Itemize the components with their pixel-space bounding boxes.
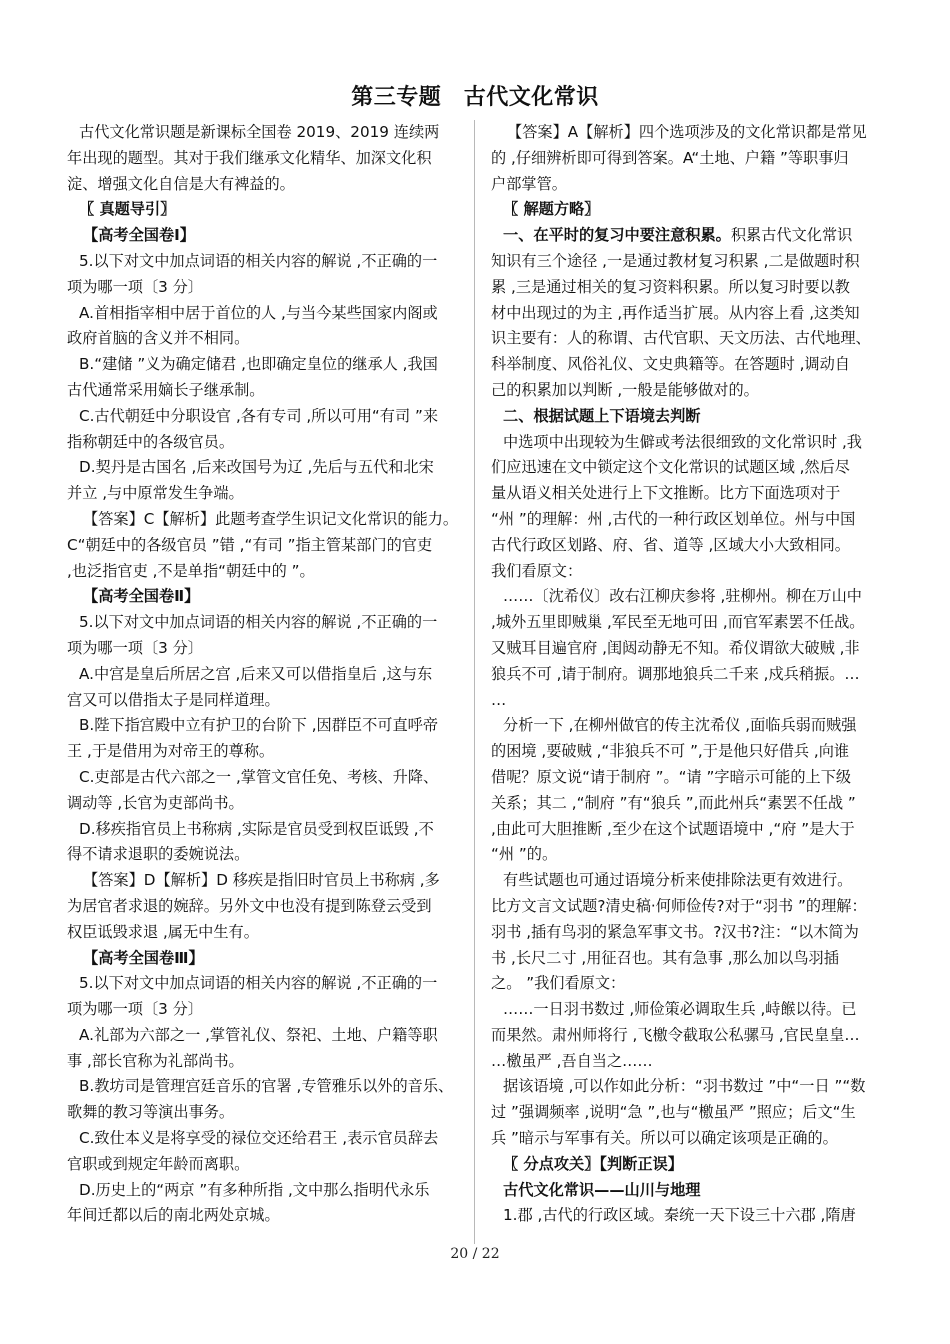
text-line [67,559,467,585]
text-line [491,197,891,223]
line-text: 项为哪一项〔3 分〕 [67,277,203,296]
text-line [67,301,467,327]
text-line [491,1152,891,1178]
line-text: ,由此可大胆推断 ,至少在这个试题语境中 ,“府 ”是大于 [491,819,855,838]
text-line [491,404,891,430]
line-text: 的 ,仔细辨析即可得到答案。A“土地、户籍 ”等职事归 [491,148,849,167]
page-number: 20 / 22 [450,1246,500,1262]
text-line [491,971,891,997]
line-text: D.契丹是古国名 ,后来改国号为辽 ,先后与五代和北宋 [79,458,434,477]
text-line [67,275,467,301]
line-text: 5.以下对文中加点词语的相关内容的解说 ,不正确的一 [79,613,438,632]
text-line [491,275,891,301]
text-line [491,946,891,972]
line-text: A.中宫是皇后所居之宫 ,后来又可以借指皇后 ,这与东 [79,664,433,683]
text-line [491,378,891,404]
text-line [67,868,467,894]
column-divider [474,120,475,1244]
text-line [491,301,891,327]
line-text: B.陛下指宫殿中立有护卫的台阶下 ,因群臣不可直呼帝 [79,716,439,735]
line-text: 调动等 ,长官为吏部尚书。 [67,793,244,812]
text-line [491,713,891,739]
text-line [491,662,891,688]
text-line [67,791,467,817]
text-line [491,430,891,456]
line-text: 二、根据试题上下语境去判断 [503,406,701,425]
line-text: 项为哪一项〔3 分〕 [67,638,203,657]
text-line [67,1100,467,1126]
text-line [491,146,891,172]
text-line [67,713,467,739]
line-text: 又贼耳目遍官府 ,闺闼动静无不知。希仪谓欲大破贼 ,非 [491,638,860,657]
line-text: A.首相指宰相中居于首位的人 ,与当今某些国家内阁或 [79,303,438,322]
line-text: 羽书 ,插有鸟羽的紧急军事文书。?汉书?注：“以木简为 [491,922,859,941]
page-title: 第三专题 古代文化常识 [351,85,599,110]
text-line [491,352,891,378]
line-text: 5.以下对文中加点词语的相关内容的解说 ,不正确的一 [79,974,438,993]
text-line [491,1126,891,1152]
line-text: 权臣诋毁求退 ,属无中生有。 [67,922,259,941]
line-text: 官职或到规定年龄而离职。 [67,1154,250,1173]
line-text: “州 ”的理解：州 ,古代的一种行政区划单位。州与中国 [491,509,856,528]
text-line [491,326,891,352]
line-text: 材中出现过的为主 ,再作适当扩展。从内容上看 ,这类知 [491,303,860,322]
text-line [67,1049,467,1075]
line-text: 而果然。肃州师将行 ,飞檄令截取公私骡马 ,官民皇皇… [491,1025,860,1044]
text-line [67,223,467,249]
line-text: 〖 真题导引〗 [79,200,176,219]
line-text: 有些试题也可通过语境分析来使排除法更有效进行。 [503,871,853,890]
line-text: B.教坊司是管理宫廷音乐的官署 ,专管雅乐以外的音乐、 [79,1077,454,1096]
text-line [491,997,891,1023]
text-line [67,1074,467,1100]
line-text: 据该语境 ,可以作如此分析：“羽书数过 ”中“一日 ”“数 [503,1077,866,1096]
line-text: 〖 解题方略〗 [503,200,600,219]
text-line [491,739,891,765]
text-line [491,1203,891,1229]
line-text: 识主要有：人的称谓、古代官职、天文历法、古代地理、 [491,329,871,348]
text-line [67,197,467,223]
text-line [491,172,891,198]
text-line [491,1023,891,1049]
line-text: 为居官者求退的婉辞。另外文中也没有提到陈登云受到 [67,896,432,915]
line-text: 得不请求退职的委婉说法。 [67,845,250,864]
line-text: 并立 ,与中原常发生争端。 [67,484,244,503]
text-line [67,352,467,378]
text-line [67,172,467,198]
text-line [67,920,467,946]
line-text: C“朝廷中的各级官员 ”错 ,“有司 ”指主管某部门的官吏 [67,535,433,554]
text-line [67,249,467,275]
line-text: 项为哪一项〔3 分〕 [67,1000,203,1019]
line-text: 古代文化常识题是新课标全国卷 2019、2019 连续两 [79,123,440,141]
line-text: 狼兵不可 ,请于制府。调那地狼兵二千来 ,戍兵稍振。… [491,664,860,683]
line-text: 中选项中出现较为生僻或考法很细致的文化常识时 ,我 [503,432,862,451]
text-line [67,688,467,714]
text-line [67,739,467,765]
text-line [67,997,467,1023]
line-text: ,也泛指官吏 ,不是单指“朝廷中的 ”。 [67,561,315,580]
line-text: 【高考全国卷Ⅲ】 [83,948,204,967]
line-text: 书 ,长尺二寸 ,用征召也。其有急事 ,那么加以鸟羽插 [491,948,839,967]
text-line [67,946,467,972]
line-text: 之。 ”我们看原文： [491,974,626,993]
text-line [491,610,891,636]
bold-heading-text: 一、在平时的复习中要注意积累。 [503,226,731,245]
text-line [491,507,891,533]
line-text: 借呢？原文说“请于制府 ”。“请 ”字暗示可能的上下级 [491,767,852,786]
text-line [491,688,891,714]
line-text: 1.郡 ,古代的行政区域。秦统一天下设三十六郡 ,隋唐 [503,1206,856,1225]
line-text: 们应迅速在文中锁定这个文化常识的试题区域 ,然后尽 [491,458,850,477]
text-line [67,817,467,843]
line-text: C.致仕本义是将享受的禄位交还给君王 ,表示官员辞去 [79,1129,439,1148]
line-text: 积累古代文化常识 [730,226,853,245]
text-line [491,817,891,843]
text-line [67,1023,467,1049]
line-text: 古代行政区划路、府、省、道等 ,区域大小大致相同。 [491,535,850,554]
line-text: ……〔沈希仪〕改右江柳庆参将 ,驻柳州。柳在万山中 [503,587,862,606]
text-line [491,636,891,662]
line-text: 宫又可以借指太子是同样道理。 [67,690,280,709]
line-text: 科举制度、风俗礼仪、文史典籍等。在答题时 ,调动自 [491,355,850,374]
text-line [67,1152,467,1178]
line-text: 分析一下 ,在柳州做官的传主沈希仪 ,面临兵弱而贼强 [503,716,857,735]
line-text: 年间迁都以后的南北两处京城。 [67,1206,280,1225]
line-text: 古代通常采用嫡长子继承制。 [67,380,265,399]
text-line [491,920,891,946]
text-line [491,455,891,481]
line-text: ,城外五里即贼巢 ,军民至无地可田 ,而官军素罢不任战。 [491,613,865,632]
text-line [491,1178,891,1204]
text-line [491,791,891,817]
text-line [491,1100,891,1126]
line-text: 比方文言文试题?清史稿·何师俭传?对于“羽书 ”的理解： [491,896,867,915]
text-line [491,584,891,610]
text-line [67,765,467,791]
text-line [67,971,467,997]
line-text: 的困境 ,要破贼 ,“非狼兵不可 ”,于是他只好借兵 ,向谁 [491,742,850,761]
line-text: 兵 ”暗示与军事有关。所以可以确定该项是正确的。 [491,1129,838,1148]
text-line [67,894,467,920]
text-line [491,894,891,920]
line-text: 知识有三个途径 ,一是通过教材复习积累 ,二是做题时积 [491,251,860,270]
text-line [67,1126,467,1152]
line-text: A.礼部为六部之一 ,掌管礼仪、祭祀、土地、户籍等职 [79,1025,438,1044]
line-text: C.吏部是古代六部之一 ,掌管文官任免、考核、升降、 [79,767,439,786]
line-text: 我们看原文： [491,561,583,580]
line-text: “州 ”的。 [491,845,558,864]
left-column [67,120,467,1229]
line-text: 户部掌管。 [491,174,567,193]
text-line [67,1203,467,1229]
text-line [491,559,891,585]
right-column [491,120,891,1229]
text-line [67,636,467,662]
line-text: 【答案】C【解析】此题考查学生识记文化常识的能力。 [83,509,459,528]
text-line [491,765,891,791]
line-text: 王 ,于是借用为对帝王的尊称。 [67,742,275,761]
line-text: 【答案】D【解析】D 移疾是指旧时官员上书称病 ,多 [83,871,440,890]
line-text: 关系；其二 ,“制府 ”有“狼兵 ”,而此州兵“素罢不任战 ” [491,793,856,812]
line-text: 累 ,三是通过相关的复习资料积累。所以复习时要以教 [491,277,850,296]
line-text: C.古代朝廷中分职设官 ,各有专司 ,所以可用“有司 ”来 [79,406,439,425]
line-text: ……一日羽书数过 ,师俭策必调取生兵 ,峙餱以待。已 [503,1000,857,1019]
text-line [67,455,467,481]
text-line [491,1049,891,1075]
text-line [67,610,467,636]
text-line [67,326,467,352]
text-line [491,249,891,275]
line-text: 【高考全国卷Ⅰ】 [83,226,195,245]
line-text: 【答案】A【解析】四个选项涉及的文化常识都是常见 [507,123,867,141]
text-line [67,481,467,507]
text-line [491,223,891,249]
line-text: 指称朝廷中的各级官员。 [67,432,235,451]
line-text: …檄虽严 ,吾自当之…… [491,1051,653,1070]
line-text: 政府首脑的含义并不相同。 [67,329,250,348]
text-line [491,533,891,559]
text-line [67,533,467,559]
line-text: … [491,690,507,709]
text-line [67,584,467,610]
text-line [491,481,891,507]
line-text: B.“建储 ”义为确定储君 ,也即确定皇位的继承人 ,我国 [79,355,438,374]
line-text: 5.以下对文中加点词语的相关内容的解说 ,不正确的一 [79,251,438,270]
text-line [67,842,467,868]
line-text: 量从语义相关处进行上下文推断。比方下面选项对于 [491,484,841,503]
line-text: 淀、增强文化自信是大有裨益的。 [67,174,295,193]
text-line [67,146,467,172]
text-line [491,868,891,894]
text-line [67,507,467,533]
line-text: 过 ”强调频率 ,说明“急 ”,也与“檄虽严 ”照应；后文“生 [491,1103,856,1122]
text-line [67,120,467,146]
line-text: 年出现的题型。其对于我们继承文化精华、加深文化积 [67,148,432,167]
line-text: 事 ,部长官称为礼部尚书。 [67,1051,244,1070]
text-line [67,404,467,430]
line-text: D.移疾指官员上书称病 ,实际是官员受到权臣诋毁 ,不 [79,819,434,838]
line-text: D.历史上的“两京 ”有多种所指 ,文中那么指明代永乐 [79,1180,430,1199]
line-text: 歌舞的教习等演出事务。 [67,1103,235,1122]
text-line [67,430,467,456]
text-line [491,1074,891,1100]
line-text: 己的积累加以判断 ,一般是能够做对的。 [491,380,759,399]
text-line [67,378,467,404]
line-text: 古代文化常识——山川与地理 [503,1180,701,1199]
text-line [491,842,891,868]
line-text: 【高考全国卷Ⅱ】 [83,587,200,606]
line-text: 〖 分点攻关〗【判断正误】 [503,1154,683,1173]
text-line [67,1178,467,1204]
text-line [491,120,891,146]
text-line [67,662,467,688]
